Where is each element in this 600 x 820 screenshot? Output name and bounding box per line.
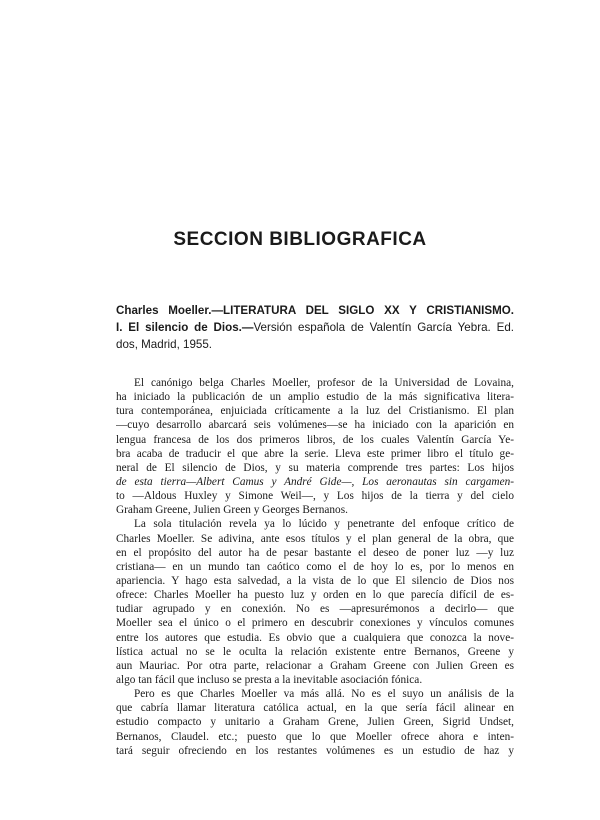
reference-dash: — bbox=[211, 304, 224, 317]
body-line: Bernanos, Claudel. etc.; puesto que lo que Moeller ofrece ahora e inten- bbox=[116, 730, 514, 743]
body-line: ofrece: Charles Moeller ha puesto luz y orden en lo que parecía difícil de es- bbox=[116, 589, 514, 602]
body-line: de esta tierra—Albert Camus y André Gide—, Los aeronautas sin cargamen- bbox=[116, 475, 514, 488]
reference-author: Charles Moeller. bbox=[116, 304, 212, 317]
body-line: Moeller sea el único o el primero en descubrir conexiones y vínculos comunes bbox=[116, 617, 514, 630]
body-line: aun Mauriac. Por otra parte, relacionar a Graham Greene con Julien Green es bbox=[116, 659, 514, 672]
body-line: to —Aldous Huxley y Simone Weil—, y Los hijos de la tierra y del cielo bbox=[116, 490, 514, 503]
reference-book-title: LITERATURA DEL SIGLO XX Y CRISTIANISMO. bbox=[223, 304, 514, 317]
reference-edition-cont: dos, Madrid, 1955. bbox=[116, 338, 213, 351]
body-line: apariencia. Y hago esta salvedad, a la vista de lo que El silencio de Dios nos bbox=[116, 574, 514, 587]
body-line: bra acaba de traducir el que abre la serie. Lleva este primer libro el título ge- bbox=[116, 447, 514, 460]
bibliographic-reference bbox=[116, 302, 514, 353]
body-line: La sola titulación revela ya lo lúcido y penetrante del enfoque crítico de bbox=[134, 518, 514, 531]
body-line: Charles Moeller. Se adivina, ante esos títulos y el plan general de la obra, que bbox=[116, 532, 514, 545]
review-body bbox=[116, 376, 514, 758]
section-title: SECCION BIBLIOGRAFICA bbox=[173, 229, 427, 250]
body-line: ha iniciado la publicación de un amplio estudio de la más significativa litera- bbox=[116, 391, 514, 404]
reference-dash: — bbox=[241, 321, 254, 334]
body-line: que cabría llamar literatura católica actual, en la que sería fácil alinear en bbox=[116, 702, 514, 715]
body-line: neral de El silencio de Dios, y su materia comprende tres partes: Los hijos bbox=[116, 461, 514, 474]
reference-line-1 bbox=[116, 302, 514, 319]
body-line: tura contemporánea, enjuiciada críticamente a la luz del Cristianismo. El plan bbox=[116, 405, 514, 418]
reference-edition: Versión española de Valentín García Yebra. Ed. bbox=[253, 321, 514, 334]
body-line: lística actual no se le oculta la relación existente entre Bernanos, Greene y bbox=[116, 645, 514, 658]
body-line: algo tan fácil que incluso se presta a la inevitable asociación fónica. bbox=[116, 673, 423, 686]
body-line: tudiar agrupado y en conexión. No es —apresurémonos a decirlo— que bbox=[116, 603, 514, 616]
body-line: Pero es que Charles Moeller va más allá. No es el suyo un análisis de la bbox=[134, 688, 514, 701]
body-line: lengua francesa de los dos primeros libros, de los cuales Valentín García Ye- bbox=[116, 433, 514, 446]
body-line: entre los autores que estudia. Es obvio que a cualquiera que conozca la nove- bbox=[116, 631, 514, 644]
body-line: en el propósito del autor ha de pesar bastante el deseo de poner luz —y luz bbox=[116, 546, 514, 559]
body-line: Graham Greene, Julien Green y Georges Bernanos. bbox=[116, 504, 348, 517]
body-line: estudio compacto y unitario a Graham Grene, Julien Green, Sigrid Undset, bbox=[116, 716, 514, 729]
body-line: cristiana— en un mundo tan caótico como el de hoy lo es, por lo menos en bbox=[116, 560, 514, 573]
body-line: tará seguir ofreciendo en los restantes volúmenes es un estudio de haz y bbox=[116, 744, 514, 757]
reference-volume: I. El silencio de Dios. bbox=[116, 321, 242, 334]
reference-line-3 bbox=[116, 336, 514, 353]
body-line: —cuyo desarrollo abarcará seis volúmenes—se ha iniciado con la aparición en bbox=[116, 419, 514, 432]
reference-line-2 bbox=[116, 319, 514, 336]
body-line: El canónigo belga Charles Moeller, profesor de la Universidad de Lovaina, bbox=[134, 377, 514, 389]
